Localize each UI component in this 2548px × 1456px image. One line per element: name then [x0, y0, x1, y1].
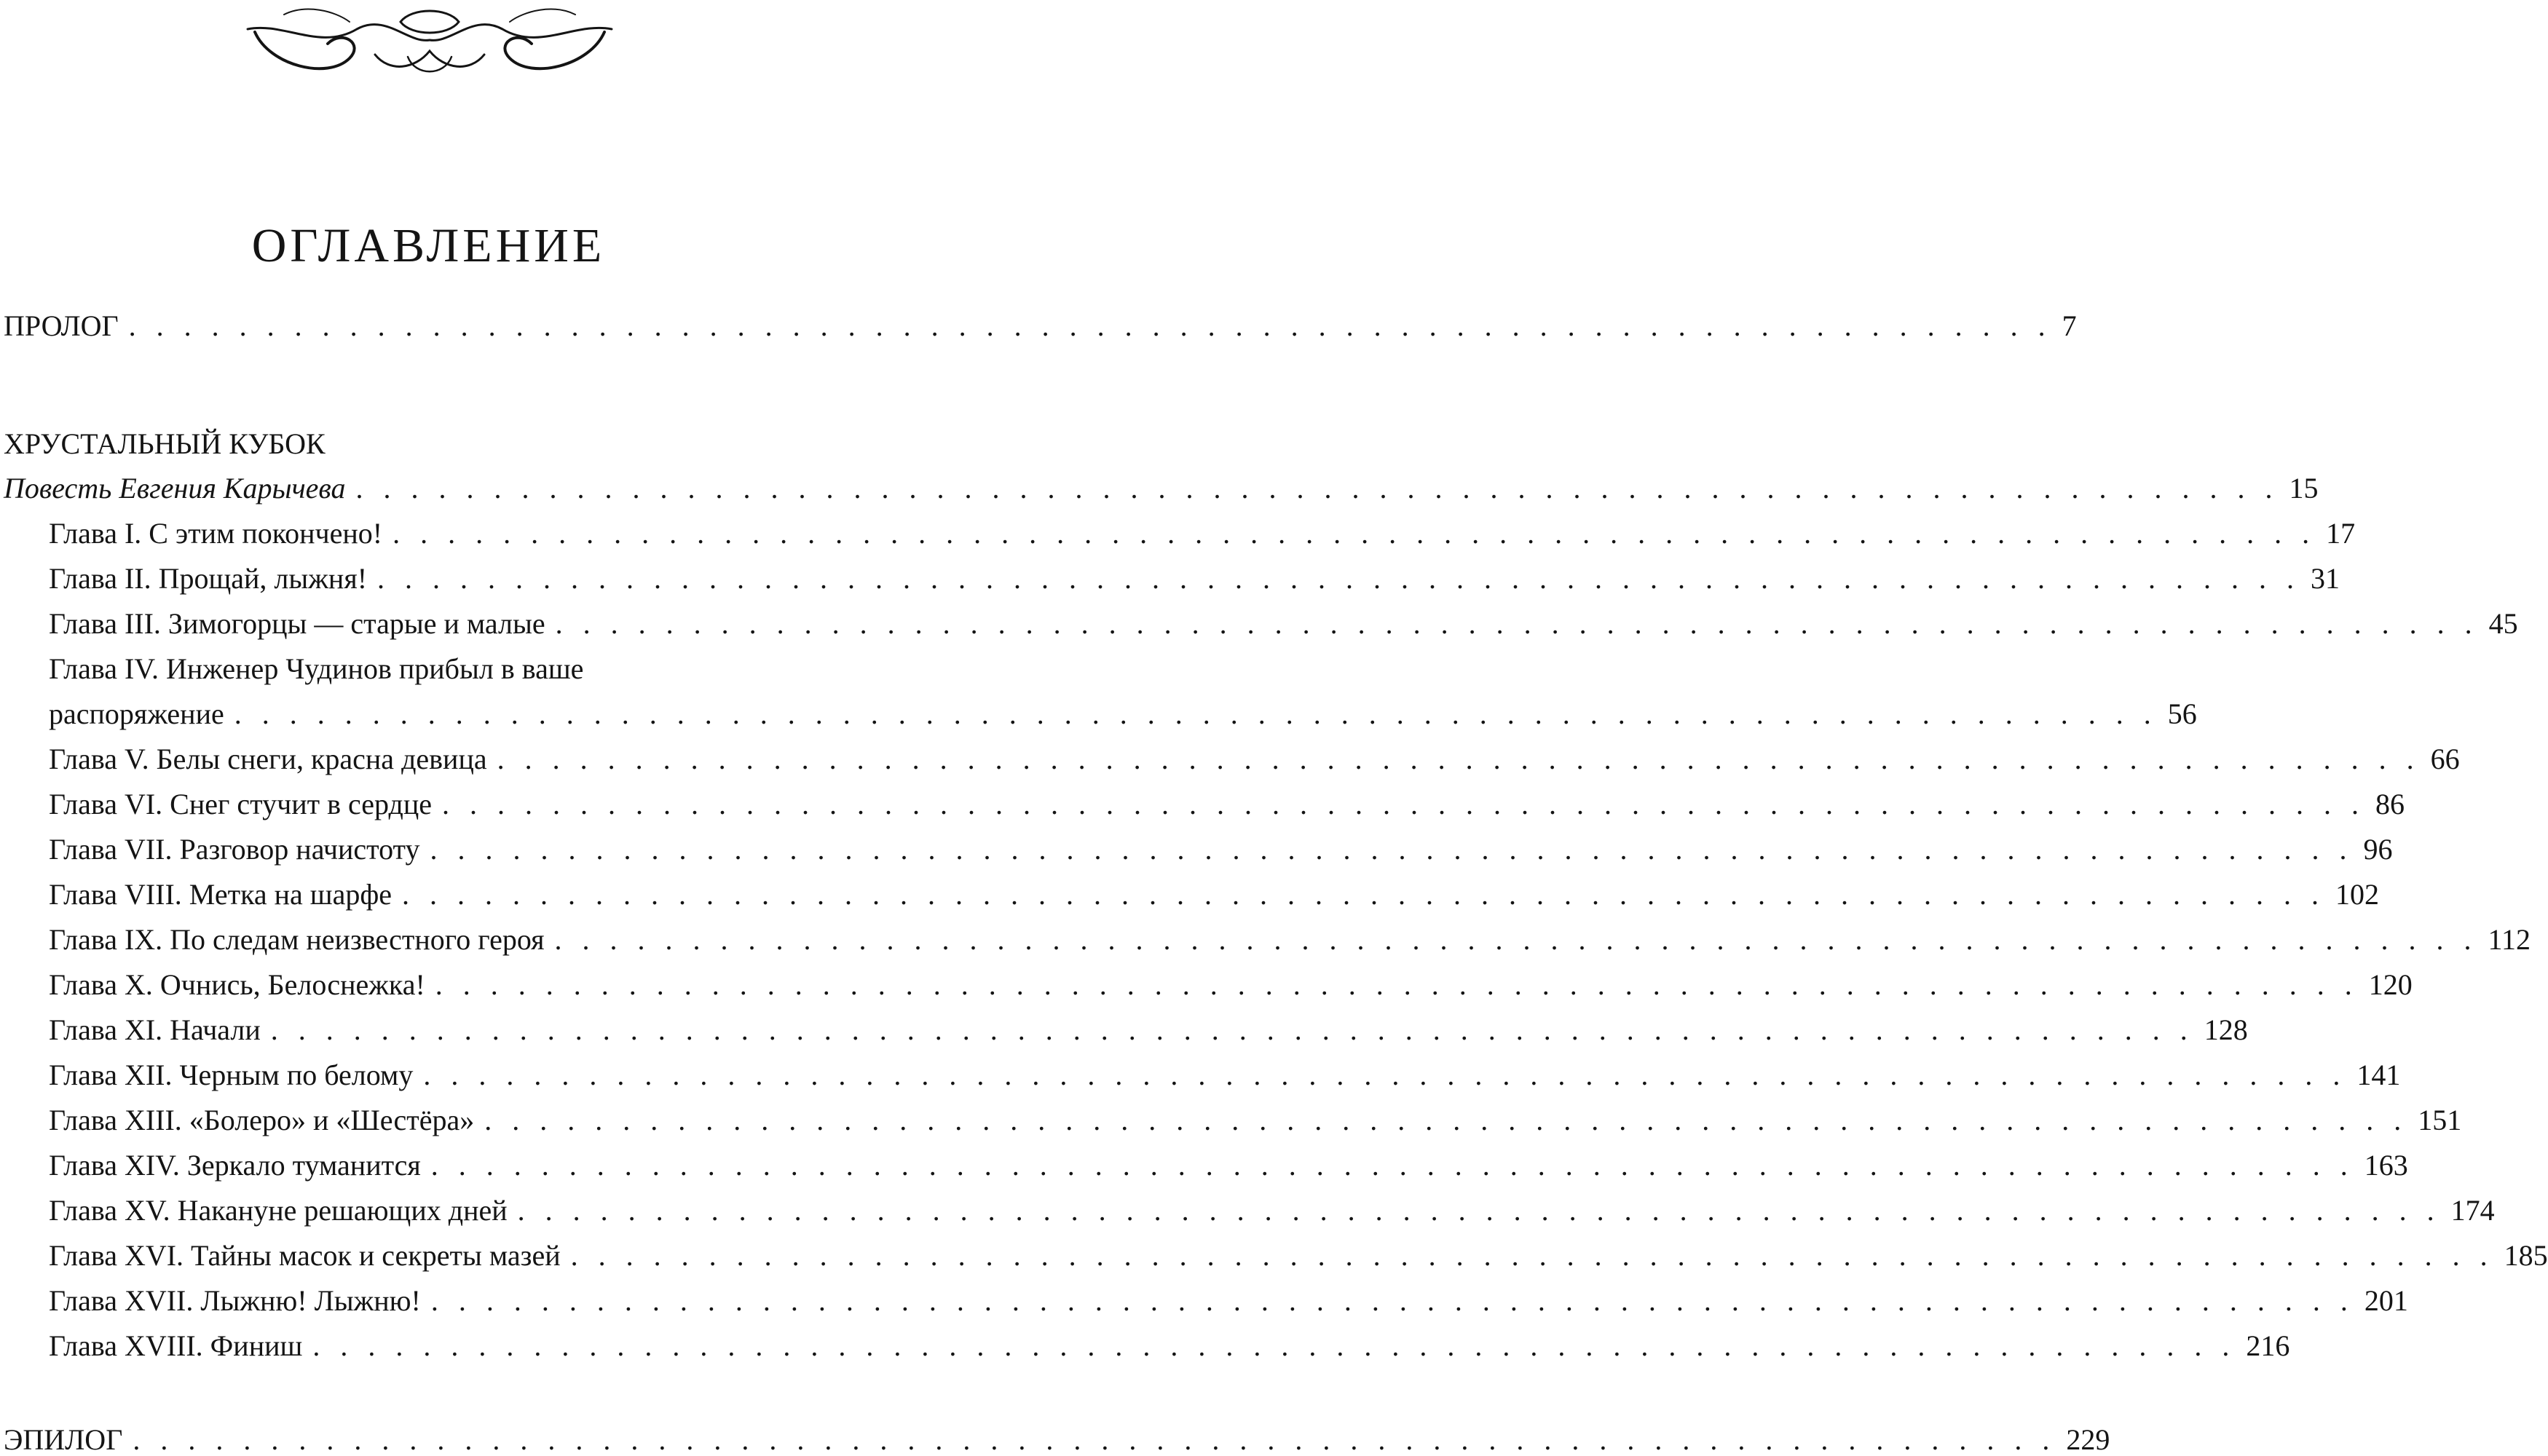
toc-entry-chapter-4-line-1[interactable]: Глава IV. Инженер Чудинов прибыл в ваше — [49, 652, 584, 685]
dot-leader: . . . . . . . . . . . . . . . . . . . . . . . . . . . . . . . . . . . . . . . . . . . . . . . . . . . . . . . . . . . . . . . . . . . . . . — [435, 968, 2359, 1001]
toc-entry-label: Глава VII. Разговор начистоту — [49, 833, 420, 866]
dot-leader: . . . . . . . . . . . . . . . . . . . . . . . . . . . . . . . . . . . . . . . . . . . . . . . . . . . . . . . . . . . . . . . . . . . . . . — [555, 607, 2479, 640]
toc-entry-chapter-1[interactable] — [49, 517, 2356, 550]
toc-entry-label: Глава XVI. Тайны масок и секреты мазей — [49, 1239, 561, 1272]
toc-entry-chapter-6[interactable] — [49, 788, 2405, 820]
part-title: ХРУСТАЛЬНЫЙ КУБОК — [4, 427, 326, 460]
dot-leader: . . . . . . . . . . . . . . . . . . . . . . . . . . . . . . . . . . . . . . . . . . . . . . . . . . . . . . . . . . . . . . . . . . . . . . — [430, 1149, 2354, 1182]
toc-entry-label: Глава XVII. Лыжню! Лыжню! — [49, 1284, 421, 1317]
dot-leader: . . . . . . . . . . . . . . . . . . . . . . . . . . . . . . . . . . . . . . . . . . . . . . . . . . . . . . . . . . . . . . . . . . . . . . — [441, 788, 2365, 820]
dot-leader: . . . . . . . . . . . . . . . . . . . . . . . . . . . . . . . . . . . . . . . . . . . . . . . . . . . . . . . . . . . . . . . . . . . . . . — [402, 878, 2326, 911]
toc-entry-label: Глава I. С этим покончено! — [49, 517, 383, 550]
toc-entry-page: 7 — [2062, 309, 2077, 342]
toc-entry-label: Глава XI. Начали — [49, 1013, 261, 1046]
dot-leader: . . . . . . . . . . . . . . . . . . . . . . . . . . . . . . . . . . . . . . . . . . . . . . . . . . . . . . . . . . . . . . . . . . . . . . — [234, 697, 2158, 730]
toc-entry-label: Глава X. Очнись, Белоснежка! — [49, 968, 425, 1001]
toc-entry-page: 201 — [2364, 1284, 2408, 1317]
toc-entry-label: ПРОЛОГ — [4, 309, 119, 342]
toc-entry-page: 102 — [2335, 878, 2380, 911]
toc-entry-page: 45 — [2488, 607, 2518, 640]
dot-leader: . . . . . . . . . . . . . . . . . . . . . . . . . . . . . . . . . . . . . . . . . . . . . . . . . . . . . . . . . . . . . . . . . . . . . . — [484, 1104, 2408, 1136]
toc-entry-chapter-2[interactable] — [49, 562, 2340, 595]
toc-entry-page: 56 — [2167, 697, 2197, 730]
dot-leader: . . . . . . . . . . . . . . . . . . . . . . . . . . . . . . . . . . . . . . . . . . . . . . . . . . . . . . . . . . . . . . . . . . . . . . — [554, 923, 2478, 956]
dot-leader: . . . . . . . . . . . . . . . . . . . . . . . . . . . . . . . . . . . . . . . . . . . . . . . . . . . . . . . . . . . . . . . . . . . . . . — [430, 833, 2354, 866]
toc-entry-label: Глава XVIII. Финиш — [49, 1329, 303, 1362]
toc-entry-page: 174 — [2450, 1194, 2495, 1227]
toc-entry-label: Глава III. Зимогорцы — старые и малые — [49, 607, 545, 640]
toc-entry-page: 31 — [2311, 562, 2340, 595]
toc-entry-epilogue[interactable] — [4, 1423, 2110, 1456]
toc-entry-page: 163 — [2364, 1149, 2408, 1182]
toc-entry-chapter-12[interactable] — [49, 1059, 2401, 1091]
toc-entry-page: 185 — [2504, 1239, 2548, 1272]
toc-entry-chapter-4[interactable] — [49, 697, 2197, 730]
toc-entry-chapter-11[interactable] — [49, 1013, 2248, 1046]
toc-entry-label: Глава IX. По следам неизвестного героя — [49, 923, 545, 956]
dot-leader: . . . . . . . . . . . . . . . . . . . . . . . . . . . . . . . . . . . . . . . . . . . . . . . . . . . . . . . . . . . . . . . . . . . . . . — [270, 1013, 2194, 1046]
toc-entry-label: Глава V. Белы снеги, красна девица — [49, 743, 487, 775]
toc-entry-page: 112 — [2488, 923, 2531, 956]
toc-entry-page: 229 — [2066, 1423, 2110, 1456]
page-title: ОГЛАВЛЕНИЕ — [251, 219, 606, 272]
toc-entry-page: 151 — [2418, 1104, 2462, 1136]
toc-entry-label: распоряжение — [49, 697, 224, 730]
toc-entry-chapter-17[interactable] — [49, 1284, 2408, 1317]
dot-leader: . . . . . . . . . . . . . . . . . . . . . . . . . . . . . . . . . . . . . . . . . . . . . . . . . . . . . . . . . . . . . . . . . . . . . . — [423, 1059, 2347, 1091]
toc-entry-chapter-18[interactable] — [49, 1329, 2290, 1362]
toc-entry-page: 86 — [2375, 788, 2405, 820]
ornament-flourish-icon — [240, 0, 619, 87]
toc-entry-page: 96 — [2363, 833, 2393, 866]
dot-leader: . . . . . . . . . . . . . . . . . . . . . . . . . . . . . . . . . . . . . . . . . . . . . . . . . . . . . . . . . . . . . . . . . . . . . . — [377, 562, 2301, 595]
toc-entry-chapter-15[interactable] — [49, 1194, 2495, 1227]
toc-entry-page: 128 — [2204, 1013, 2248, 1046]
dot-leader: . . . . . . . . . . . . . . . . . . . . . . . . . . . . . . . . . . . . . . . . . . . . . . . . . . . . . . . . . . . . . . . . . . . . . . — [393, 517, 2316, 550]
dot-leader: . . . . . . . . . . . . . . . . . . . . . . . . . . . . . . . . . . . . . . . . . . . . . . . . . . . . . . . . . . . . . . . . . . . . . . — [430, 1284, 2354, 1317]
toc-entry-page: 216 — [2246, 1329, 2290, 1362]
toc-entry-subtitle[interactable] — [4, 472, 2319, 505]
toc-entry-label: Глава VIII. Метка на шарфе — [49, 878, 393, 911]
toc-entry-page: 141 — [2356, 1059, 2401, 1091]
dot-leader: . . . . . . . . . . . . . . . . . . . . . . . . . . . . . . . . . . . . . . . . . . . . . . . . . . . . . . . . . . . . . . . . . . . . . . — [128, 309, 2052, 342]
toc-entry-label: Глава XIII. «Болеро» и «Шестёра» — [49, 1104, 475, 1136]
toc-entry-chapter-3[interactable] — [49, 607, 2518, 640]
toc-entry-prologue[interactable] — [4, 309, 2077, 342]
toc-entry-chapter-9[interactable] — [49, 923, 2531, 956]
toc-entry-page: 120 — [2368, 968, 2413, 1001]
dot-leader: . . . . . . . . . . . . . . . . . . . . . . . . . . . . . . . . . . . . . . . . . . . . . . . . . . . . . . . . . . . . . . . . . . . . . . — [570, 1239, 2494, 1272]
toc-entry-label: Глава II. Прощай, лыжня! — [49, 562, 368, 595]
dot-leader: . . . . . . . . . . . . . . . . . . . . . . . . . . . . . . . . . . . . . . . . . . . . . . . . . . . . . . . . . . . . . . . . . . . . . . — [133, 1423, 2056, 1456]
dot-leader: . . . . . . . . . . . . . . . . . . . . . . . . . . . . . . . . . . . . . . . . . . . . . . . . . . . . . . . . . . . . . . . . . . . . . . — [517, 1194, 2441, 1227]
toc-entry-label: Глава VI. Снег стучит в сердце — [49, 788, 432, 820]
toc-entry-label: ЭПИЛОГ — [4, 1423, 123, 1456]
toc-entry-label: Глава XIV. Зеркало туманится — [49, 1149, 421, 1182]
toc-entry-label: Повесть Евгения Карычева — [4, 472, 346, 505]
toc-entry-chapter-5[interactable] — [49, 743, 2460, 775]
toc-entry-label: Глава XII. Черным по белому — [49, 1059, 414, 1091]
toc-entry-chapter-7[interactable] — [49, 833, 2393, 866]
dot-leader: . . . . . . . . . . . . . . . . . . . . . . . . . . . . . . . . . . . . . . . . . . . . . . . . . . . . . . . . . . . . . . . . . . . . . . — [355, 472, 2279, 505]
toc-entry-label: Глава XV. Накануне решающих дней — [49, 1194, 508, 1227]
toc-entry-page: 17 — [2326, 517, 2356, 550]
toc-entry-page: 66 — [2430, 743, 2460, 775]
toc-entry-chapter-13[interactable] — [49, 1104, 2462, 1136]
toc-entry-page: 15 — [2289, 472, 2319, 505]
dot-leader: . . . . . . . . . . . . . . . . . . . . . . . . . . . . . . . . . . . . . . . . . . . . . . . . . . . . . . . . . . . . . . . . . . . . . . — [312, 1329, 2236, 1362]
toc-entry-chapter-16[interactable] — [49, 1239, 2548, 1272]
toc-entry-chapter-14[interactable] — [49, 1149, 2408, 1182]
toc-entry-chapter-8[interactable] — [49, 878, 2380, 911]
toc-entry-chapter-10[interactable] — [49, 968, 2413, 1001]
dot-leader: . . . . . . . . . . . . . . . . . . . . . . . . . . . . . . . . . . . . . . . . . . . . . . . . . . . . . . . . . . . . . . . . . . . . . . — [497, 743, 2421, 775]
